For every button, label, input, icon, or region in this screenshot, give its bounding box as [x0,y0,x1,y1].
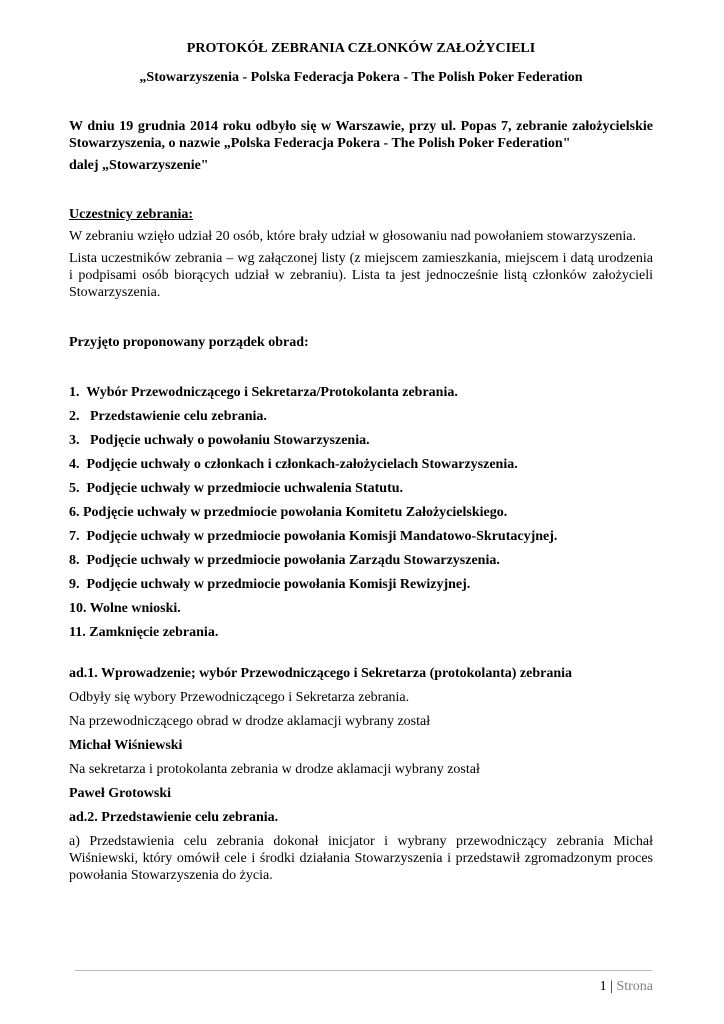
participants-paragraph-2: Lista uczestników zebrania – wg załączonej listy (z miejscem zamieszkania, miejscem i datą urodzenia i podpisami osób biorących udział w zebraniu). Lista ta jest jednocześnie listą członków założycieli Stowarzyszenia. [69,251,653,300]
agenda-item: 2. Przedstawienie celu zebrania. [69,409,267,424]
ad2-heading: ad.2. Przedstawienie celu zebrania. [69,810,279,825]
agenda-heading: Przyjęto proponowany porządek obrad: [69,335,309,350]
participants-heading: Uczestnicy zebrania: [69,207,194,222]
document-title: PROTOKÓŁ ZEBRANIA CZŁONKÓW ZAŁOŻYCIELI [186,41,536,56]
page-footer [600,978,653,995]
page-label: Strona [616,979,653,994]
agenda-list [69,384,653,641]
ad1-heading: ad.1. Wprowadzenie; wybór Przewodniczącego i Sekretarza (protokolanta) zebrania [69,666,573,681]
document-body [69,40,653,884]
agenda-item: 5. Podjęcie uchwały w przedmiocie uchwalenia Statutu. [69,481,404,496]
agenda-item: 3. Podjęcie uchwały o powołaniu Stowarzyszenia. [69,433,370,448]
agenda-item: 10. Wolne wnioski. [69,601,181,616]
secretary-name: Paweł Grotowski [69,786,172,801]
agenda-item: 11. Zamknięcie zebrania. [69,625,219,640]
agenda-item: 1. Wybór Przewodniczącego i Sekretarza/Protokolanta zebrania. [69,385,458,400]
ad1-line-3: Na sekretarza i protokolanta zebrania w drodze aklamacji wybrany został [69,762,480,777]
intro-paragraph: W dniu 19 grudnia 2014 roku odbyło się w Warszawie, przy ul. Popas 7, zebranie założycielskie Stowarzyszenia, o nazwie „Polska Federacja Pokera - The Polish Poker Federation" [69,119,653,151]
agenda-item: 9. Podjęcie uchwały w przedmiocie powołania Komisji Rewizyjnej. [69,577,471,592]
agenda-item: 6. Podjęcie uchwały w przedmiocie powołania Komitetu Założycielskiego. [69,505,508,520]
document-subtitle: „Stowarzyszenia - Polska Federacja Pokera - The Polish Poker Federation [139,70,583,85]
chairman-name: Michał Wiśniewski [69,738,183,753]
dalej-line: dalej „Stowarzyszenie" [69,158,209,173]
footer-divider [75,970,652,971]
ad1-line-2: Na przewodniczącego obrad w drodze aklamacji wybrany został [69,714,431,729]
participants-paragraph-1: W zebraniu wzięło udział 20 osób, które brały udział w głosowaniu nad powołaniem stowarzyszenia. [69,229,636,244]
page-number: 1 [599,979,607,994]
ad2-paragraph: a) Przedstawienia celu zebrania dokonał inicjator i wybrany przewodniczący zebrania Michał Wiśniewski, który omówił cele i środki działania Stowarzyszenia i przedstawił zgromadzonym proces powołania Stowarzyszenia do życia. [69,834,653,883]
agenda-item: 8. Podjęcie uchwały w przedmiocie powołania Zarządu Stowarzyszenia. [69,553,500,568]
footer-separator: | [606,979,617,994]
ad1-line-1: Odbyły się wybory Przewodniczącego i Sekretarza zebrania. [69,690,410,705]
agenda-item: 7. Podjęcie uchwały w przedmiocie powołania Komisji Mandatowo-Skrutacyjnej. [69,529,558,544]
agenda-item: 4. Podjęcie uchwały o członkach i członkach-założycielach Stowarzyszenia. [69,457,518,472]
